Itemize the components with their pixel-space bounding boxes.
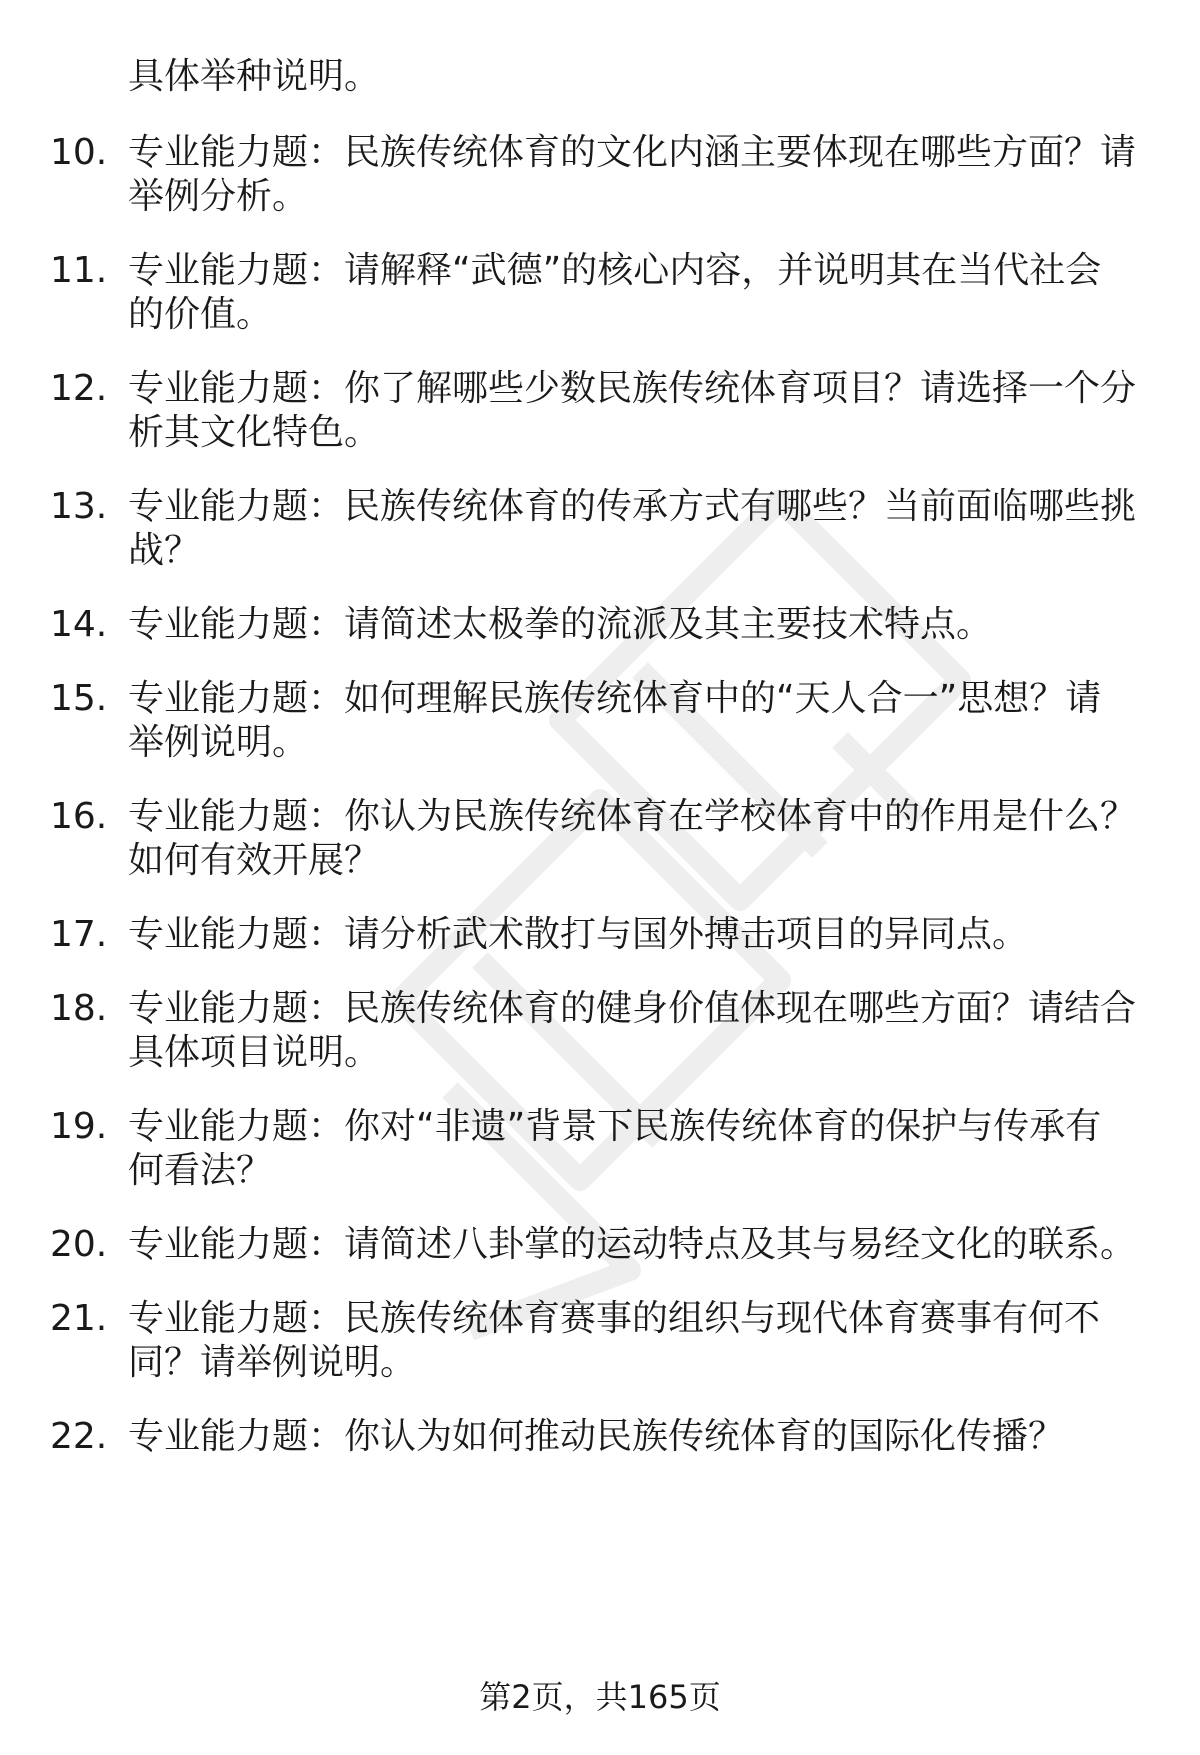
- question-text-cont: 同？请举例说明。: [128, 1342, 417, 1383]
- question-text: 专业能力题：请解释“武德”的核心内容，并说明其在当代社会: [128, 250, 1102, 291]
- question-text-cont: 何看法？: [128, 1150, 273, 1191]
- question-text: 专业能力题：民族传统体育赛事的组织与现代体育赛事有何不: [128, 1298, 1101, 1339]
- question-text: 专业能力题：请分析武术散打与国外搏击项目的异同点。: [128, 914, 1029, 955]
- question-number: 11.: [50, 250, 108, 291]
- question-number: 22.: [50, 1416, 108, 1457]
- question-text-cont: 如何有效开展？: [128, 840, 381, 881]
- question-number: 10.: [50, 132, 108, 173]
- question-text: 专业能力题：你认为民族传统体育在学校体育中的作用是什么？: [128, 796, 1137, 837]
- question-text: 专业能力题：请简述八卦掌的运动特点及其与易经文化的联系。: [128, 1224, 1137, 1265]
- question-number: 21.: [50, 1298, 108, 1339]
- question-number: 18.: [50, 988, 108, 1029]
- question-text-cont: 具体项目说明。: [128, 1032, 381, 1073]
- question-number: 20.: [50, 1224, 108, 1265]
- question-text: 专业能力题：你认为如何推动民族传统体育的国际化传播？: [128, 1416, 1065, 1457]
- question-text: 专业能力题：民族传统体育的健身价值体现在哪些方面？请结合: [128, 988, 1137, 1029]
- question-number: 19.: [50, 1106, 108, 1147]
- watermark-icon: [220, 440, 1020, 1340]
- question-text: 专业能力题：民族传统体育的文化内涵主要体现在哪些方面？请: [128, 132, 1137, 173]
- question-text: 专业能力题：请简述太极拳的流派及其主要技术特点。: [128, 604, 993, 645]
- question-number: 16.: [50, 796, 108, 837]
- question-text: 专业能力题：你对“非遗”背景下民族传统体育的保护与传承有: [128, 1106, 1102, 1147]
- question-text-cont: 举例说明。: [128, 722, 309, 763]
- intro-continuation: 具体举种说明。: [128, 56, 381, 97]
- question-text: 专业能力题：你了解哪些少数民族传统体育项目？请选择一个分: [128, 368, 1137, 409]
- question-number: 14.: [50, 604, 108, 645]
- question-number: 17.: [50, 914, 108, 955]
- question-text-cont: 战？: [128, 530, 201, 571]
- question-number: 15.: [50, 678, 108, 719]
- question-text-cont: 析其文化特色。: [128, 412, 381, 453]
- page-footer: 第2页，共165页: [479, 1678, 721, 1716]
- question-text-cont: 举例分析。: [128, 176, 309, 217]
- question-text: 专业能力题：如何理解民族传统体育中的“天人合一”思想？请: [128, 678, 1102, 719]
- question-number: 13.: [50, 486, 108, 527]
- question-text-cont: 的价值。: [128, 294, 273, 335]
- question-text: 专业能力题：民族传统体育的传承方式有哪些？当前面临哪些挑: [128, 486, 1137, 527]
- question-number: 12.: [50, 368, 108, 409]
